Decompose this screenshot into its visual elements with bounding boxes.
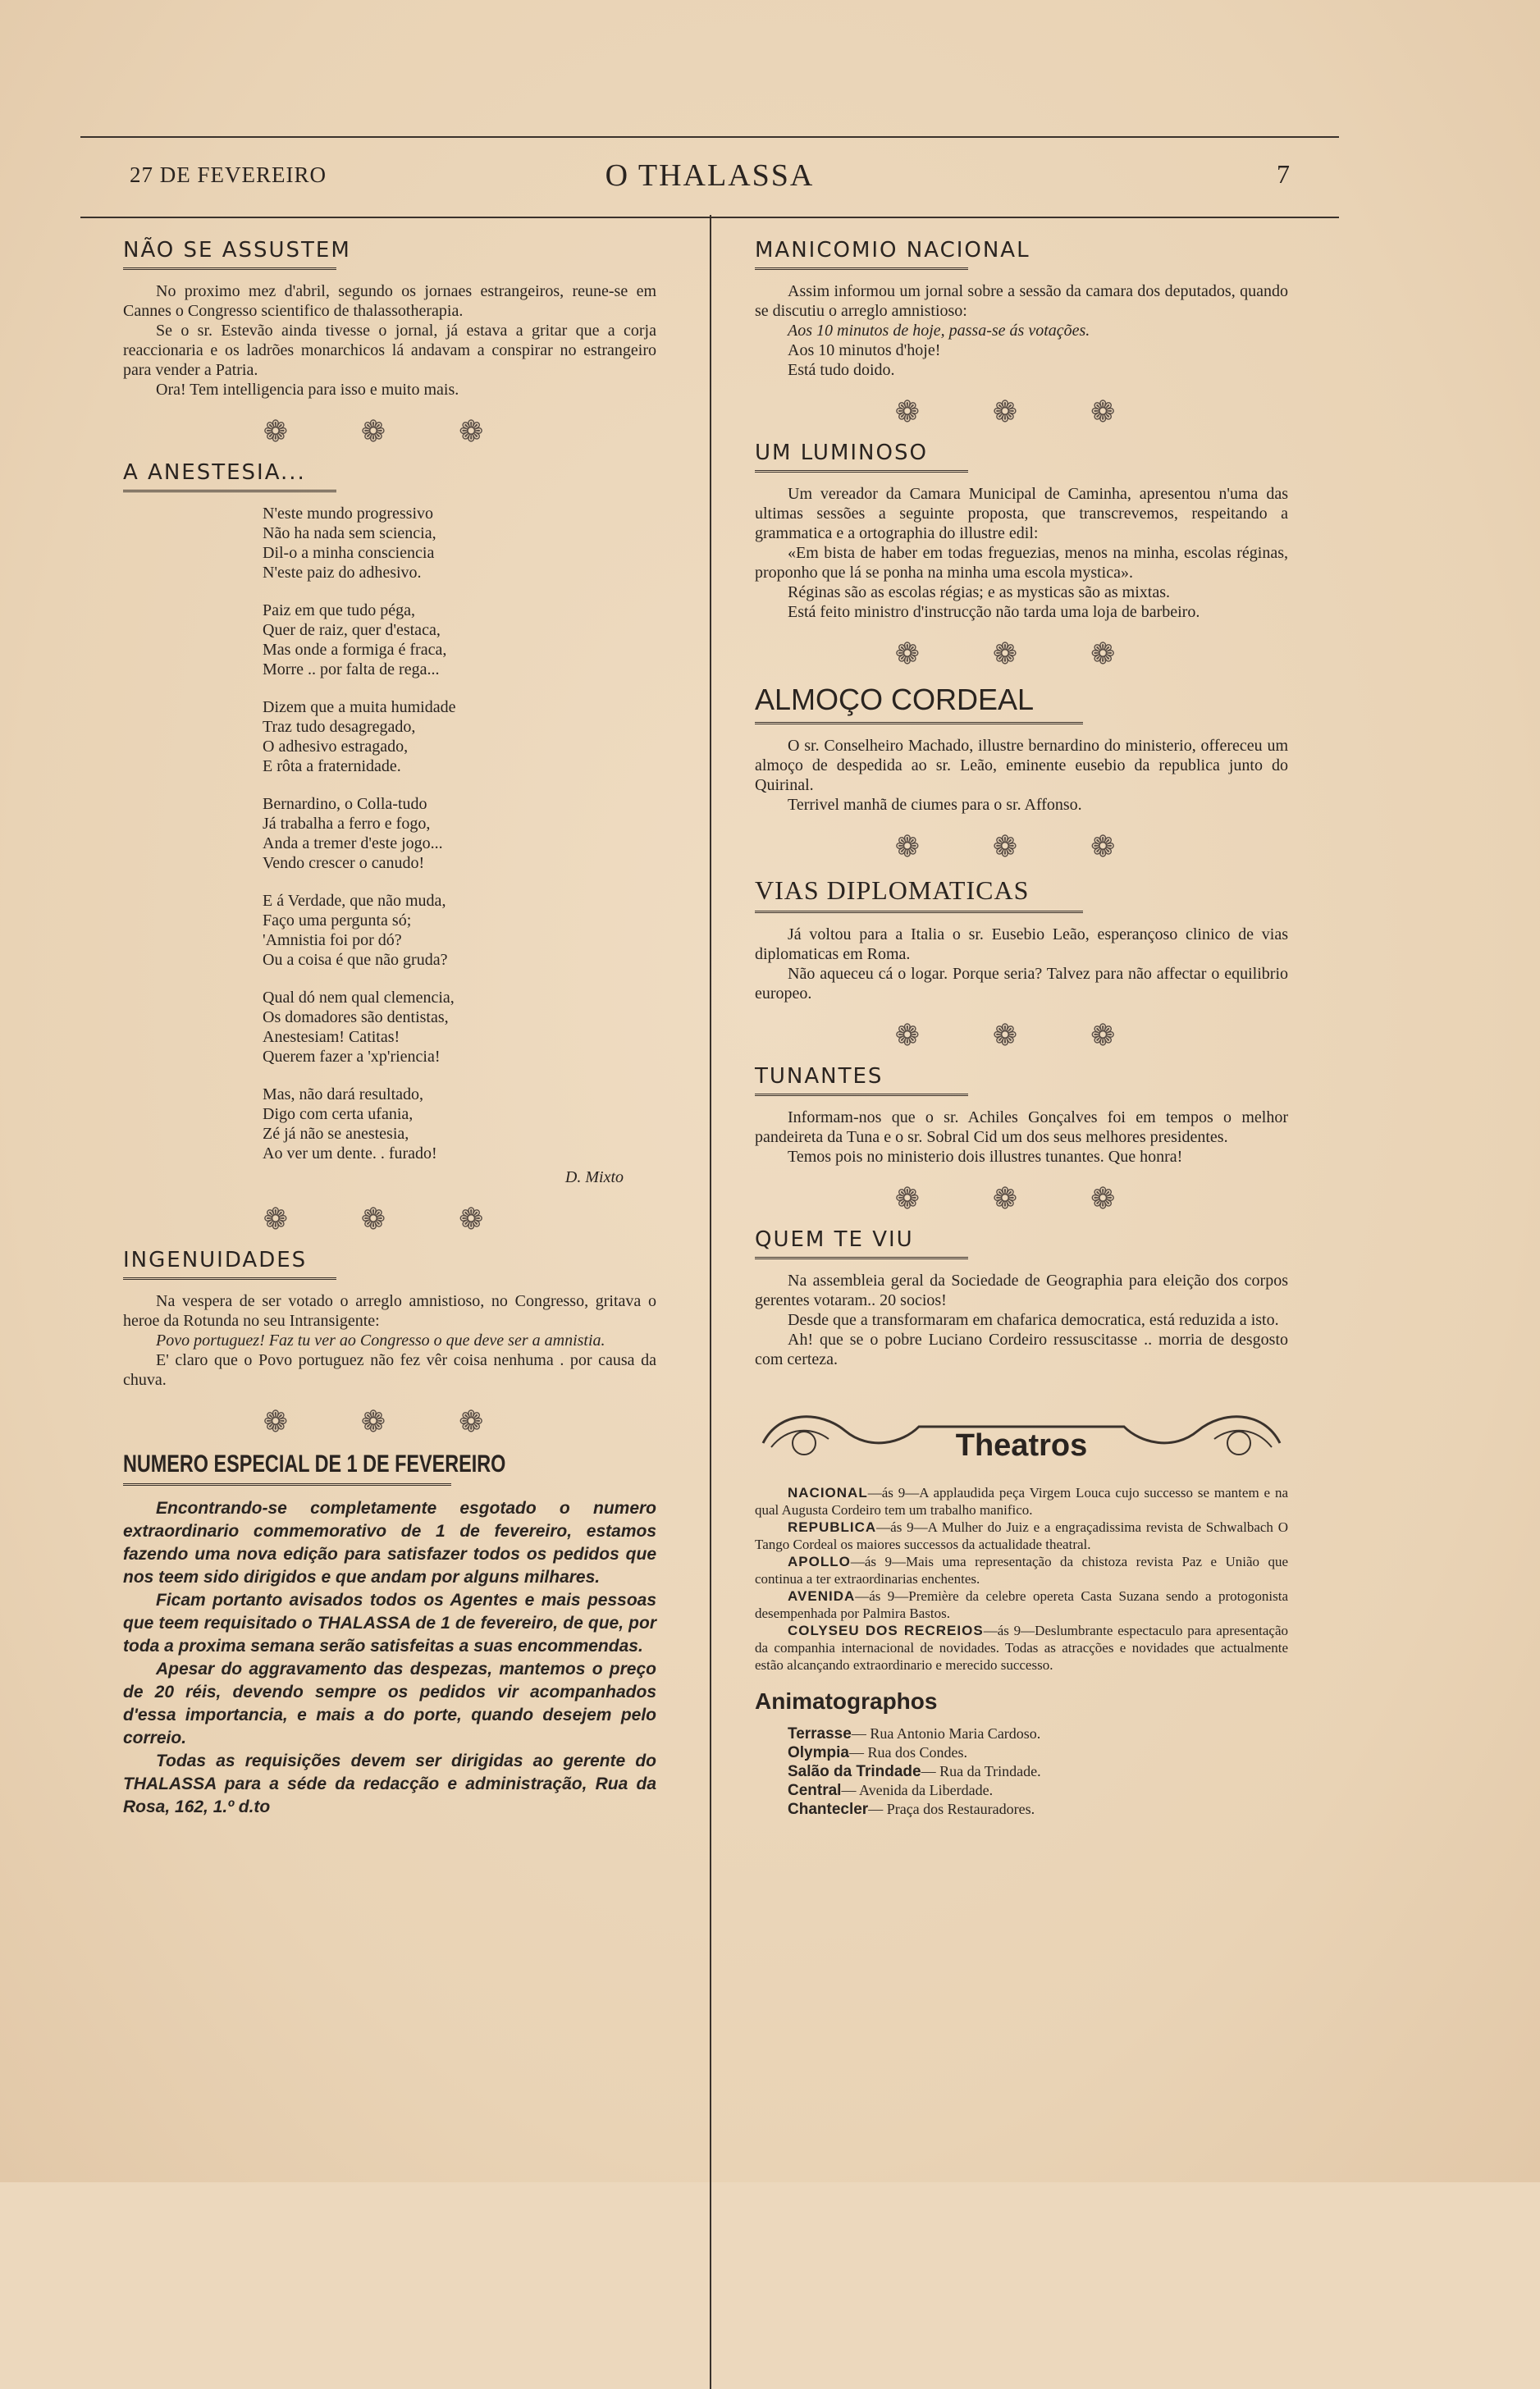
paragraph: E' claro que o Povo portuguez não fez vêr coisa nenhuma . por causa da chuva. — [123, 1351, 656, 1389]
header-title: O THALASSA — [605, 158, 815, 193]
verse-line: O adhesivo estragado, — [263, 738, 409, 756]
theatre-name: REPUBLICA — [788, 1519, 877, 1535]
verse-stanza — [263, 891, 656, 970]
paragraph: «Em bista de haber em todas freguezias, menos na minha, escolas réginas, proponho que lá se ponha na minha uma escola mystica». — [755, 544, 1288, 582]
verse-stanza — [263, 794, 656, 873]
title-rule — [755, 470, 968, 473]
header-date: 27 DE FEVEREIRO — [130, 162, 327, 187]
title-rule — [123, 1277, 336, 1280]
cinema-name: Terrasse — [788, 1725, 852, 1743]
paragraph: Não aqueceu cá o logar. Porque seria? Talvez para não affectar o equilibrio europeo. — [755, 965, 1288, 1003]
section-title: INGENUIDADES — [123, 1248, 308, 1272]
paragraph: Todas as requisições devem ser dirigidas ao gerente do THALASSA para a séde da redacção e administração, Rua da Rosa, 162, 1.º d.to — [123, 1752, 656, 1816]
paragraph: Aos 10 minutos de hoje, passa-se ás votações. — [788, 322, 1090, 340]
cinema-item — [788, 1724, 1288, 1743]
right-column — [755, 238, 1288, 1819]
theatre-name: AVENIDA — [788, 1588, 856, 1604]
title-rule — [755, 1094, 968, 1096]
paragraph: Já voltou para a Italia o sr. Eusebio Leão, esperançoso clinico de vias diplomaticas em Roma. — [755, 925, 1288, 963]
verse-line: Já trabalha a ferro e fogo, — [263, 815, 431, 833]
title-rule — [755, 722, 1083, 724]
theatre-info: —ás 9—Première da celebre opereta Casta Suzana sendo a protogonista desempenhada por Palmira Bastos. — [755, 1588, 1288, 1621]
title-rule — [123, 490, 336, 492]
paragraph: Se o sr. Estevão ainda tivesse o jornal, já estava a gritar que a corja reaccionaria e os ladrões monarchicos lá andavam a conspirar no estrangeiro para vender a Patria. — [123, 322, 656, 379]
verse-line: Os domadores são dentistas, — [263, 1008, 449, 1026]
cinema-list — [788, 1724, 1288, 1819]
ornament-divider: ❁ ❁ ❁ — [894, 830, 1149, 863]
paragraph: Ficam portanto avisados todos os Agentes e mais pessoas que teem requisitado o THALASSA de 1 de fevereiro, de que, por toda a proxima semana serão satisfeitas a suas encommendas. — [123, 1591, 656, 1656]
paragraph: O sr. Conselheiro Machado, illustre bernardino do ministerio, offereceu um almoço de despedida ao sr. Leão, eminente eusebio da republica junto do Quirinal. — [755, 737, 1288, 794]
cinema-item — [788, 1781, 1288, 1800]
theatre-name: NACIONAL — [788, 1485, 868, 1501]
verse-line: Faço uma pergunta só; — [263, 911, 412, 930]
paragraph: Povo portuguez! Faz tu ver ao Congresso o que deve ser a amnistia. — [156, 1332, 605, 1350]
theatre-listing — [755, 1553, 1288, 1587]
verse-line: Mas, não dará resultado, — [263, 1085, 424, 1103]
theatre-info: —ás 9—A Mulher do Juiz e a engraçadissima revista de Schwalbach O Tango Cordeal os maiores successos da actualidade theatral. — [755, 1519, 1288, 1552]
theatre-info: —ás 9—Mais uma representação da chistoza revista Paz e União que continua a ter extraordinarias enchentes. — [755, 1554, 1288, 1587]
theatros-title: Theatros — [955, 1428, 1088, 1463]
verse-stanza — [263, 1085, 656, 1163]
title-rule — [123, 1483, 451, 1486]
verse-line: Anestesiam! Catitas! — [263, 1028, 400, 1046]
paragraph: Ah! que se o pobre Luciano Cordeiro ressuscitasse .. morria de desgosto com certeza. — [755, 1331, 1288, 1368]
verse-line: Zé já não se anestesia, — [263, 1125, 409, 1143]
verse-line: Bernardino, o Colla-tudo — [263, 795, 427, 813]
paragraph: Informam-nos que o sr. Achiles Gonçalves foi em tempos o melhor pandeireta da Tuna e o sr. Sobral Cid um dos seus melhores presidentes. — [755, 1108, 1288, 1146]
page-header — [80, 136, 1339, 218]
verse-line: Paiz em que tudo péga, — [263, 601, 416, 619]
theatre-listing — [755, 1587, 1288, 1622]
theatre-name: COLYSEU DOS RECREIOS — [788, 1623, 984, 1638]
verse-line: Vendo crescer o canudo! — [263, 854, 425, 872]
section-title: QUEM TE VIU — [755, 1227, 914, 1252]
paragraph: Assim informou um jornal sobre a sessão da camara dos deputados, quando se discutiu o arreglo amnistioso: — [755, 282, 1288, 320]
theatre-listing — [755, 1622, 1288, 1674]
verse-line: Qual dó nem qual clemencia, — [263, 989, 455, 1007]
ornament-divider: ❁ ❁ ❁ — [894, 1019, 1149, 1052]
title-rule — [755, 267, 968, 270]
ornament-divider: ❁ ❁ ❁ — [894, 637, 1149, 670]
author-signature: D. Mixto — [564, 1168, 624, 1186]
paragraph: Está tudo doido. — [788, 361, 895, 379]
section-title: NUMERO ESPECIAL DE 1 DE FEVEREIRO — [123, 1450, 506, 1478]
verse-stanza — [263, 601, 656, 679]
theatros-banner — [755, 1394, 1288, 1476]
verse-line: Querem fazer a 'xp'riencia! — [263, 1048, 441, 1066]
header-page-number: 7 — [1277, 159, 1290, 189]
theatre-info: —ás 9—A applaudida peça Virgem Louca cujo successo se mantem e na qual Augusta Cordeiro tem um trabalho manifico. — [755, 1485, 1288, 1518]
special-notice — [123, 1497, 656, 1819]
cinema-address: — Rua da Trindade. — [921, 1763, 1041, 1779]
theatre-listing — [755, 1519, 1288, 1553]
ornament-divider: ❁ ❁ ❁ — [894, 395, 1149, 428]
ornament-divider: ❁ ❁ ❁ — [263, 1405, 517, 1438]
section-title: MANICOMIO NACIONAL — [755, 238, 1030, 263]
verse-line: Dil-o a minha consciencia — [263, 544, 435, 562]
cinema-item — [788, 1800, 1288, 1819]
paragraph: Encontrando-se completamente esgotado o numero extraordinario commemorativo de 1 de fevereiro, estamos fazendo uma nova edição para satisfazer todos os pedidos que nos teem sido dirigidos e que andam por alguns milhares. — [123, 1499, 656, 1587]
section-title: ALMOÇO CORDEAL — [755, 683, 1035, 716]
title-rule — [123, 267, 336, 270]
ornament-divider: ❁ ❁ ❁ — [263, 415, 517, 448]
left-column — [123, 238, 656, 1819]
cinema-address: — Rua dos Condes. — [848, 1744, 967, 1761]
section-title: A ANESTESIA... — [123, 460, 306, 485]
paragraph: Na vespera de ser votado o arreglo amnistioso, no Congresso, gritava o heroe da Rotunda no seu Intransigente: — [123, 1292, 656, 1330]
column-divider — [710, 215, 711, 2389]
paragraph: Está feito ministro d'instrucção não tarda uma loja de barbeiro. — [788, 603, 1200, 621]
verse-line: Quer de raiz, quer d'estaca, — [263, 621, 441, 639]
theatre-listing — [755, 1484, 1288, 1519]
paragraph: No proximo mez d'abril, segundo os jornaes estrangeiros, reune-se em Cannes o Congresso scientifico de thalassotherapia. — [123, 282, 656, 320]
verse-line: Não ha nada sem sciencia, — [263, 524, 436, 542]
verse-stanza — [263, 988, 656, 1067]
verse-stanza — [263, 504, 656, 582]
cinema-address: — Avenida da Liberdade. — [841, 1782, 994, 1798]
cinema-item — [788, 1743, 1288, 1762]
verse-line: N'este paiz do adhesivo. — [263, 564, 422, 582]
paragraph: Desde que a transformaram em chafarica democratica, está reduzida a isto. — [788, 1311, 1279, 1329]
paragraph: Apesar do aggravamento das despezas, mantemos o preço de 20 réis, devendo sempre os pedidos vir acompanhados d'essa importancia, e mais a do porte, quando desejem pelo correio. — [123, 1660, 656, 1747]
title-rule — [755, 911, 1083, 913]
verse-line: E rôta a fraternidade. — [263, 757, 401, 775]
verse-line: Morre .. por falta de rega... — [263, 660, 440, 678]
paragraph: Réginas são as escolas régias; e as mysticas são as mixtas. — [788, 583, 1170, 601]
theatre-name: APOLLO — [788, 1554, 851, 1569]
paragraph: Temos pois no ministerio dois illustres tunantes. Que honra! — [788, 1148, 1183, 1166]
verse-line: N'este mundo progressivo — [263, 505, 434, 523]
animatographos-title: Animatographos — [755, 1688, 938, 1714]
section-title: VIAS DIPLOMATICAS — [755, 875, 1030, 905]
paragraph: Um vereador da Camara Municipal de Caminha, apresentou n'uma das ultimas sessões a seguinte proposta, que transcrevemos, respeitando a grammatica e a ortographia do illustre edil: — [755, 485, 1288, 542]
verse-line: 'Amnistia foi por dó? — [263, 931, 402, 949]
ornament-divider: ❁ ❁ ❁ — [894, 1182, 1149, 1215]
cinema-name: Central — [788, 1782, 842, 1799]
verse-line: Dizem que a muita humidade — [263, 698, 456, 716]
theatre-info: —ás 9—Deslumbrante espectaculo para apresentação da companhia internacional de novidades. Todas as atracções e novidades que actualmente estão alcançando extraordinario e merecido successo. — [755, 1623, 1288, 1673]
paragraph: Na assembleia geral da Sociedade de Geographia para eleição dos corpos gerentes votaram.. 20 socios! — [755, 1272, 1288, 1309]
ornament-divider: ❁ ❁ ❁ — [263, 1203, 517, 1236]
verse-line: Digo com certa ufania, — [263, 1105, 414, 1123]
verse-line: Ou a coisa é que não gruda? — [263, 951, 448, 969]
paragraph: Ora! Tem intelligencia para isso e muito mais. — [156, 381, 459, 399]
section-title: TUNANTES — [755, 1064, 884, 1089]
verse-line: E á Verdade, que não muda, — [263, 892, 446, 910]
cinema-name: Chantecler — [788, 1801, 869, 1818]
verse-line: Anda a tremer d'este jogo... — [263, 834, 443, 852]
verse-stanza — [263, 697, 656, 776]
section-title: UM LUMINOSO — [755, 441, 928, 465]
cinema-name: Salão da Trindade — [788, 1763, 921, 1780]
cinema-address: — Rua Antonio Maria Cardoso. — [851, 1725, 1041, 1742]
section-title: NÃO SE ASSUSTEM — [123, 238, 351, 263]
verse-line: Ao ver um dente. . furado! — [263, 1144, 437, 1163]
cinema-address: — Praça dos Restauradores. — [868, 1801, 1035, 1817]
verse-line: Traz tudo desagregado, — [263, 718, 416, 736]
title-rule — [755, 1257, 968, 1259]
verse-line: Mas onde a formiga é fraca, — [263, 641, 447, 659]
paragraph: Aos 10 minutos d'hoje! — [788, 341, 941, 359]
cinema-name: Olympia — [788, 1744, 849, 1761]
cinema-item — [788, 1762, 1288, 1781]
paragraph: Terrivel manhã de ciumes para o sr. Affonso. — [788, 796, 1082, 814]
